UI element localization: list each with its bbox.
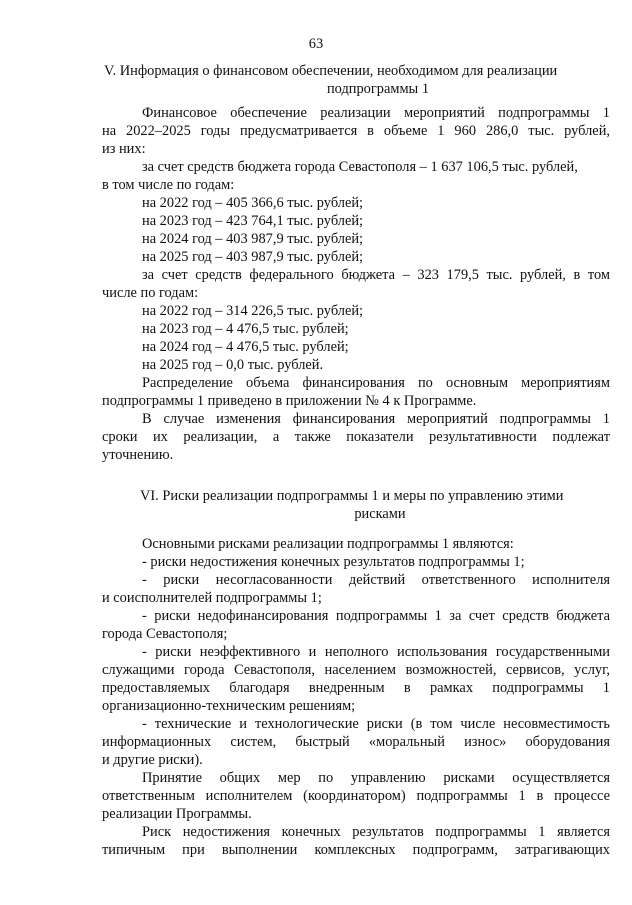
text-line: предоставляемых благодаря внедренным в рамках подпрограммы 1 — [102, 680, 610, 696]
text-line: числе по годам: — [102, 285, 199, 301]
text-line: на 2022 год – 314 226,5 тыс. рублей; — [142, 303, 364, 319]
text-line: на 2024 год – 4 476,5 тыс. рублей; — [142, 339, 349, 355]
text-line: на 2023 год – 423 764,1 тыс. рублей; — [142, 213, 364, 229]
text-line: Принятие общих мер по управлению рисками осуществляется — [142, 770, 610, 786]
text-line: сроки их реализации, а также показатели результативности подлежат — [102, 429, 610, 445]
text-line: на 2022–2025 годы предусматривается в объеме 1 960 286,0 тыс. рублей, — [102, 123, 610, 139]
text-line: и другие риски). — [102, 752, 203, 768]
text-line: типичным при выполнении комплексных подпрограмм, затрагивающих — [102, 842, 610, 858]
text-line: В случае изменения финансирования мероприятий подпрограммы 1 — [142, 411, 610, 427]
section-5-body — [102, 104, 610, 464]
section-6-title-line-2: рисками — [354, 506, 406, 522]
text-line: уточнению. — [102, 447, 174, 463]
text-line: Риск недостижения конечных результатов подпрограммы 1 является — [142, 824, 610, 840]
section-5-title-line-1: V. Информация о финансовом обеспечении, необходимом для реализации — [104, 63, 558, 79]
section-5-title-line-2: подпрограммы 1 — [326, 81, 430, 97]
text-line: на 2024 год – 403 987,9 тыс. рублей; — [142, 231, 364, 247]
text-line: - риски недофинансирования подпрограммы 1 за счет средств бюджета — [142, 608, 610, 624]
text-line: Финансовое обеспечение реализации мероприятий подпрограммы 1 — [142, 105, 610, 121]
text-line: на 2023 год – 4 476,5 тыс. рублей; — [142, 321, 349, 337]
text-line: в том числе по годам: — [102, 177, 235, 193]
text-line: Основными рисками реализации подпрограммы 1 являются: — [142, 536, 514, 552]
text-line: Распределение объема финансирования по основным мероприятиям — [142, 375, 610, 391]
text-line: и соисполнителей подпрограммы 1; — [102, 590, 322, 606]
text-line: на 2025 год – 403 987,9 тыс. рублей; — [142, 249, 364, 265]
text-line: - технические и технологические риски (в том числе несовместимость — [142, 716, 610, 732]
text-line: подпрограммы 1 приведено в приложении № 4 к Программе. — [102, 393, 477, 409]
text-line: ответственным исполнителем (координатором) подпрограммы 1 в процессе — [102, 788, 610, 804]
text-line: за счет средств бюджета города Севастополя – 1 637 106,5 тыс. рублей, — [142, 159, 578, 175]
text-line: на 2022 год – 405 366,6 тыс. рублей; — [142, 195, 364, 211]
text-line: за счет средств федерального бюджета – 323 179,5 тыс. рублей, в том — [142, 267, 610, 283]
text-line: реализации Программы. — [102, 806, 252, 822]
text-line: служащими города Севастополя, населением возможностей, сервисов, услуг, — [102, 662, 610, 678]
text-line: информационных систем, быстрый «моральный износ» оборудования — [102, 734, 610, 750]
section-6-heading — [140, 487, 610, 523]
text-line: организационно-техническим решениям; — [102, 698, 356, 714]
text-line: города Севастополя; — [102, 626, 228, 642]
text-line: на 2025 год – 0,0 тыс. рублей. — [142, 357, 324, 373]
page-number: 63 — [308, 36, 324, 52]
text-line: - риски недостижения конечных результатов подпрограммы 1; — [142, 554, 525, 570]
text-line: - риски несогласованности действий ответственного исполнителя — [142, 572, 610, 588]
section-6-title-line-1: VI. Риски реализации подпрограммы 1 и меры по управлению этими — [140, 488, 564, 504]
section-6-body — [102, 535, 610, 859]
section-5-heading — [104, 62, 612, 98]
text-line: - риски неэффективного и неполного использования государственными — [142, 644, 610, 660]
text-line: из них: — [102, 141, 146, 157]
